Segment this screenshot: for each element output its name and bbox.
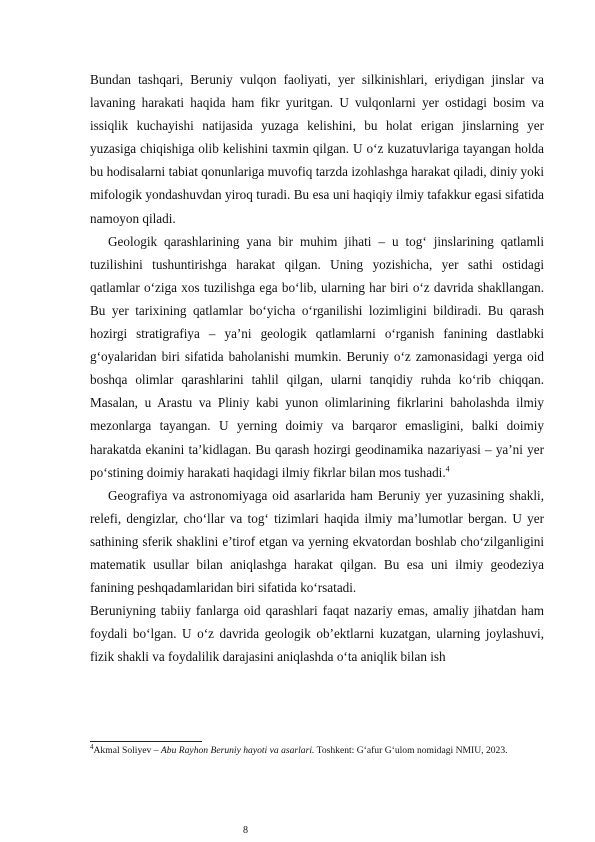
paragraph-1: Bundan tashqari, Beruniy vulqon faoliyati, yer silkinishlari, eriydigan jinslar va lavaning harakati haqida ham fikr yuritgan. U vulqonlarni yer ostidagi bosim va issiqlik kuchayishi natijasida yuzaga kelishini, bu holat erigan jinslarning yer yuzasiga chiqishiga olib kelishini taxmin qilgan. U o‘z kuzatuvlariga tayangan holda bu hodisalarni tabiat qonunlariga muvofiq tarzda izohlashga harakat qiladi, diniy yoki mifologik yondashuvdan yiroq turadi. Bu esa uni haqiqiy ilmiy tafakkur egasi sifatida namoyon qiladi. bbox=[90, 72, 544, 226]
paragraph-4: Beruniyning tabiiy fanlarga oid qarashlari faqat nazariy emas, amaliy jihatdan ham foydali bo‘lgan. U o‘z davrida geologik ob’ektlarni kuzatgan, ularning joylashuvi, fizik shakli va foydalilik darajasini aniqlashda o‘ta aniqlik bilan ish bbox=[90, 603, 544, 665]
body-text bbox=[90, 68, 544, 668]
footnote-separator bbox=[90, 741, 202, 742]
footnote-number: 4 bbox=[90, 742, 94, 751]
footnote-author: Akmal Soliyev – bbox=[93, 745, 161, 756]
footnote bbox=[90, 744, 544, 757]
footnote-reference: 4 bbox=[445, 464, 450, 474]
paragraph-3: Geografiya va astronomiyaga oid asarlarida ham Beruniy yer yuzasining shakli, relefi, dengizlar, cho‘llar va tog‘ tizimlari haqida ilmiy ma’lumotlar bergan. U yer sathining sferik shaklini e’tirof etgan va yerning ekvatordan boshlab cho‘zilganligini matematik usullar bilan aniqlashga harakat qilgan. Bu esa uni ilmiy geodeziya fanining peshqadamlaridan biri sifatida ko‘rsatadi. bbox=[90, 487, 544, 596]
footnote-title: Abu Rayhon Beruniy hayoti va asarlari. bbox=[160, 745, 315, 756]
paragraph-2 bbox=[90, 230, 544, 484]
paragraph-2-text: Geologik qarashlarining yana bir muhim jihati – u tog‘ jinslarining qatlamli tuzilishini tushuntirishga harakat qilgan. Uning yozishicha, yer sathi ostidagi qatlamlar o‘ziga xos tuzilishga ega bo‘lib, ularning har biri o‘z davrida shakllangan. Bu yer tarixining qatlamlar bo‘yicha o‘rganilishi lozimligini bildiradi. Bu qarash hozirgi stratigrafiya – ya’ni geologik qatlamlarni o‘rganish fanining dastlabki g‘oyalaridan biri sifatida baholanishi mumkin. Beruniy o‘z zamonasidagi yerga oid boshqa olimlar qarashlarini tahlil qilgan, ularni tanqidiy ruhda ko‘rib chiqqan. Masalan, u Arastu va Pliniy kabi yunon olimlarining fikrlarini baholashda ilmiy mezonlarga tayangan. U yerning doimiy va barqaror emasligini, balki doimiy harakatda ekanini ta’kidlagan. Bu qarash hozirgi geodinamika nazariyasi – ya’ni yer po‘stining doimiy harakati haqidagi ilmiy fikrlar bilan mos tushadi. bbox=[90, 233, 544, 480]
page-number: 8 bbox=[243, 825, 248, 836]
footnote-publisher: Toshkent: G‘afur G‘ulom nomidagi NMIU, 2023. bbox=[314, 745, 508, 756]
